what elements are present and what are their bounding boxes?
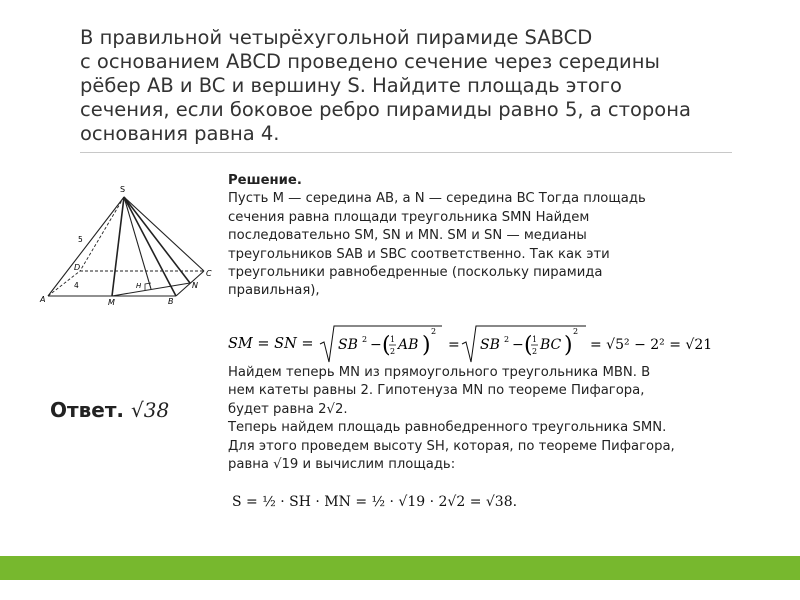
formula-eq: =	[448, 337, 460, 353]
label-m: M	[108, 298, 115, 307]
label-c: C	[206, 269, 212, 278]
solution-part-1	[228, 172, 748, 301]
svg-text:2: 2	[573, 327, 579, 336]
solution-line: сечения равна площади треугольника SMN Найдем	[228, 209, 590, 225]
formula-bc: BC	[540, 337, 562, 353]
svg-text:1: 1	[390, 335, 396, 344]
label-s: S	[120, 185, 126, 194]
svg-text:): )	[564, 333, 573, 358]
problem-line-1: В правильной четырёхугольной пирамиде SABCD	[80, 26, 593, 49]
problem-line-5: основания равна 4.	[80, 122, 280, 145]
problem-line-4: сечения, если боковое ребро пирамиды равно 5, а сторона	[80, 98, 691, 121]
answer-value: √38	[130, 398, 170, 422]
problem-statement	[80, 26, 730, 146]
formula-area: S = ½ · SH · MN = ½ · √19 · 2√2 = √38.	[232, 494, 518, 510]
pyramid-figure	[36, 178, 218, 308]
solution-line: Найдем теперь MN из прямоугольного треугольника MBN. В	[228, 365, 651, 380]
label-edge-5: 5	[78, 235, 83, 244]
formula-ab: AB	[398, 337, 419, 353]
label-b: B	[168, 297, 174, 306]
solution-line: равна √19 и вычислим площадь:	[228, 457, 456, 473]
svg-text:−: −	[512, 337, 524, 353]
divider	[80, 152, 732, 153]
formula-sb-2: SB	[480, 337, 500, 353]
formula-sb-1: SB	[338, 337, 358, 353]
label-a: A	[40, 295, 46, 304]
solution-line: Пусть M — середина AB, а N — середина BC Тогда площадь	[228, 191, 646, 207]
solution-line: Для этого проведем высоту SH, которая, по теореме Пифагора,	[228, 438, 675, 454]
svg-text:2: 2	[504, 335, 510, 344]
solution-line: нем катеты равны 2. Гипотенуза MN по теореме Пифагора,	[228, 383, 645, 399]
svg-text:−: −	[370, 337, 382, 353]
solution-line: правильная),	[228, 283, 320, 299]
svg-text:2: 2	[431, 327, 437, 336]
svg-text:(: (	[382, 333, 391, 358]
formula-lhs: SM = SN =	[228, 336, 314, 352]
solution-line: будет равна 2√2.	[228, 401, 348, 417]
solution-line: Теперь найдем площадь равнобедренного треугольника SMN.	[228, 420, 667, 436]
answer	[50, 398, 169, 422]
problem-line-2: с основанием ABCD проведено сечение через середины	[80, 50, 660, 73]
svg-text:): )	[422, 333, 431, 358]
label-d: D	[74, 263, 81, 272]
footer-bar	[0, 556, 800, 580]
problem-line-3: рёбер AB и BC и вершину S. Найдите площадь этого	[80, 74, 622, 97]
svg-text:2: 2	[532, 347, 538, 356]
label-n: N	[192, 281, 198, 290]
svg-text:1: 1	[532, 335, 538, 344]
solution-line: треугольников SAB и SBC соответственно. Так как эти	[228, 246, 610, 262]
label-base-4: 4	[74, 281, 79, 290]
formula-sm-sn	[228, 322, 758, 366]
solution-heading: Решение.	[228, 173, 302, 188]
solution-line: последовательно SM, SN и MN. SM и SN — медианы	[228, 228, 587, 244]
svg-text:2: 2	[390, 347, 396, 356]
svg-text:2: 2	[362, 335, 368, 344]
svg-text:(: (	[524, 333, 533, 358]
solution-part-2	[228, 364, 748, 474]
formula-tail: = √5² − 2² = √21	[590, 337, 713, 353]
answer-label: Ответ.	[50, 398, 125, 422]
solution-line: треугольники равнобедренные (поскольку пирамида	[228, 265, 603, 281]
label-h: H	[136, 282, 142, 290]
